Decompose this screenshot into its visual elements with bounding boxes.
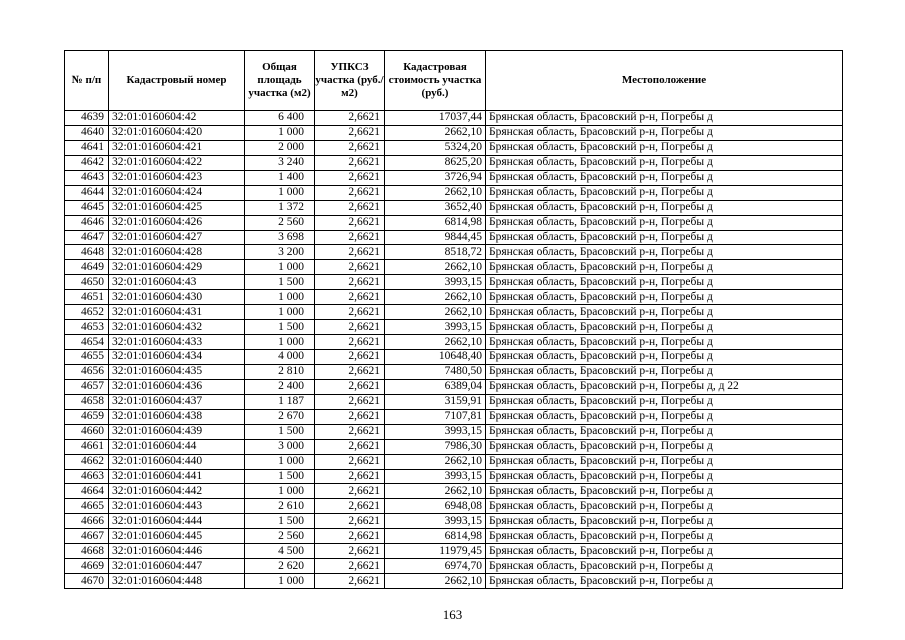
table-row [65, 335, 843, 350]
table-row [65, 200, 843, 215]
table-row [65, 350, 843, 365]
area-cell: 1 000 [245, 305, 315, 320]
location-cell: Брянская область, Брасовский р-н, Погребы д [486, 245, 843, 260]
cadastral-cost-cell: 3993,15 [385, 514, 486, 529]
area-cell: 2 560 [245, 215, 315, 230]
upksz-cell: 2,6621 [315, 125, 385, 140]
cadastral-number-cell: 32:01:0160604:433 [109, 335, 245, 350]
location-cell: Брянская область, Брасовский р-н, Погребы д [486, 320, 843, 335]
cadastral-number-cell: 32:01:0160604:434 [109, 350, 245, 365]
table-row [65, 155, 843, 170]
row-number-cell: 4642 [65, 155, 109, 170]
area-cell: 2 620 [245, 559, 315, 574]
cadastral-cost-cell: 3993,15 [385, 275, 486, 290]
row-number-cell: 4656 [65, 364, 109, 379]
area-cell: 1 000 [245, 335, 315, 350]
area-cell: 1 000 [245, 574, 315, 589]
cadastral-cost-cell: 2662,10 [385, 574, 486, 589]
table-row [65, 499, 843, 514]
row-number-cell: 4663 [65, 469, 109, 484]
location-cell: Брянская область, Брасовский р-н, Погребы д [486, 559, 843, 574]
table-row [65, 544, 843, 559]
upksz-cell: 2,6621 [315, 140, 385, 155]
location-cell: Брянская область, Брасовский р-н, Погребы д [486, 305, 843, 320]
row-number-cell: 4639 [65, 111, 109, 126]
location-cell: Брянская область, Брасовский р-н, Погребы д [486, 574, 843, 589]
area-cell: 3 200 [245, 245, 315, 260]
location-cell: Брянская область, Брасовский р-н, Погребы д [486, 230, 843, 245]
row-number-cell: 4661 [65, 439, 109, 454]
location-cell: Брянская область, Брасовский р-н, Погребы д [486, 275, 843, 290]
row-number-cell: 4669 [65, 559, 109, 574]
upksz-cell: 2,6621 [315, 245, 385, 260]
cadastral-table-sheet [64, 50, 842, 589]
row-number-cell: 4650 [65, 275, 109, 290]
table-row [65, 215, 843, 230]
row-number-cell: 4657 [65, 379, 109, 394]
table-row [65, 469, 843, 484]
upksz-cell: 2,6621 [315, 394, 385, 409]
cadastral-number-cell: 32:01:0160604:442 [109, 484, 245, 499]
cadastral-number-cell: 32:01:0160604:425 [109, 200, 245, 215]
upksz-cell: 2,6621 [315, 170, 385, 185]
area-cell: 1 500 [245, 514, 315, 529]
row-number-cell: 4666 [65, 514, 109, 529]
area-cell: 1 500 [245, 424, 315, 439]
cadastral-number-cell: 32:01:0160604:430 [109, 290, 245, 305]
row-number-cell: 4651 [65, 290, 109, 305]
row-number-cell: 4647 [65, 230, 109, 245]
upksz-cell: 2,6621 [315, 454, 385, 469]
table-row [65, 170, 843, 185]
table-row [65, 559, 843, 574]
area-cell: 1 187 [245, 394, 315, 409]
upksz-cell: 2,6621 [315, 185, 385, 200]
cadastral-number-cell: 32:01:0160604:428 [109, 245, 245, 260]
table-body [65, 111, 843, 589]
header-area: Общая площадь участка (м2) [245, 51, 315, 111]
upksz-cell: 2,6621 [315, 409, 385, 424]
cadastral-cost-cell: 7986,30 [385, 439, 486, 454]
table-row [65, 140, 843, 155]
header-upksz: УПКСЗ участка (руб./м2) [315, 51, 385, 111]
cadastral-number-cell: 32:01:0160604:436 [109, 379, 245, 394]
cadastral-number-cell: 32:01:0160604:445 [109, 529, 245, 544]
table-row [65, 185, 843, 200]
row-number-cell: 4660 [65, 424, 109, 439]
upksz-cell: 2,6621 [315, 275, 385, 290]
cadastral-number-cell: 32:01:0160604:447 [109, 559, 245, 574]
cadastral-cost-cell: 2662,10 [385, 305, 486, 320]
location-cell: Брянская область, Брасовский р-н, Погребы д [486, 424, 843, 439]
table-row [65, 574, 843, 589]
location-cell: Брянская область, Брасовский р-н, Погребы д [486, 469, 843, 484]
cadastral-cost-cell: 11979,45 [385, 544, 486, 559]
table-row [65, 260, 843, 275]
cadastral-number-cell: 32:01:0160604:437 [109, 394, 245, 409]
upksz-cell: 2,6621 [315, 574, 385, 589]
cadastral-cost-cell: 3159,91 [385, 394, 486, 409]
row-number-cell: 4667 [65, 529, 109, 544]
cadastral-number-cell: 32:01:0160604:439 [109, 424, 245, 439]
cadastral-number-cell: 32:01:0160604:422 [109, 155, 245, 170]
table-row [65, 364, 843, 379]
location-cell: Брянская область, Брасовский р-н, Погребы д [486, 140, 843, 155]
upksz-cell: 2,6621 [315, 379, 385, 394]
area-cell: 1 500 [245, 320, 315, 335]
cadastral-cost-cell: 6974,70 [385, 559, 486, 574]
cadastral-number-cell: 32:01:0160604:446 [109, 544, 245, 559]
table-row [65, 111, 843, 126]
area-cell: 4 500 [245, 544, 315, 559]
area-cell: 2 810 [245, 364, 315, 379]
location-cell: Брянская область, Брасовский р-н, Погребы д, д 22 [486, 379, 843, 394]
row-number-cell: 4645 [65, 200, 109, 215]
upksz-cell: 2,6621 [315, 469, 385, 484]
area-cell: 2 610 [245, 499, 315, 514]
cadastral-cost-cell: 2662,10 [385, 260, 486, 275]
area-cell: 4 000 [245, 350, 315, 365]
table-row [65, 320, 843, 335]
location-cell: Брянская область, Брасовский р-н, Погребы д [486, 529, 843, 544]
location-cell: Брянская область, Брасовский р-н, Погребы д [486, 350, 843, 365]
table-row [65, 230, 843, 245]
cadastral-cost-cell: 17037,44 [385, 111, 486, 126]
cadastral-cost-cell: 2662,10 [385, 125, 486, 140]
row-number-cell: 4646 [65, 215, 109, 230]
area-cell: 1 400 [245, 170, 315, 185]
area-cell: 6 400 [245, 111, 315, 126]
row-number-cell: 4649 [65, 260, 109, 275]
cadastral-cost-cell: 3726,94 [385, 170, 486, 185]
upksz-cell: 2,6621 [315, 484, 385, 499]
location-cell: Брянская область, Брасовский р-н, Погребы д [486, 290, 843, 305]
page-number: 163 [442, 607, 463, 622]
header-location: Местоположение [486, 51, 843, 111]
row-number-cell: 4641 [65, 140, 109, 155]
area-cell: 3 240 [245, 155, 315, 170]
cadastral-cost-cell: 7107,81 [385, 409, 486, 424]
table-row [65, 394, 843, 409]
cadastral-cost-cell: 6948,08 [385, 499, 486, 514]
area-cell: 1 500 [245, 469, 315, 484]
area-cell: 2 000 [245, 140, 315, 155]
area-cell: 3 698 [245, 230, 315, 245]
location-cell: Брянская область, Брасовский р-н, Погребы д [486, 439, 843, 454]
table-row [65, 275, 843, 290]
upksz-cell: 2,6621 [315, 499, 385, 514]
location-cell: Брянская область, Брасовский р-н, Погребы д [486, 170, 843, 185]
row-number-cell: 4640 [65, 125, 109, 140]
cadastral-number-cell: 32:01:0160604:44 [109, 439, 245, 454]
cadastral-number-cell: 32:01:0160604:43 [109, 275, 245, 290]
area-cell: 1 000 [245, 260, 315, 275]
table-row [65, 439, 843, 454]
upksz-cell: 2,6621 [315, 260, 385, 275]
area-cell: 3 000 [245, 439, 315, 454]
cadastral-number-cell: 32:01:0160604:427 [109, 230, 245, 245]
cadastral-cost-cell: 6814,98 [385, 215, 486, 230]
cadastral-number-cell: 32:01:0160604:444 [109, 514, 245, 529]
cadastral-cost-cell: 3993,15 [385, 424, 486, 439]
table-row [65, 514, 843, 529]
cadastral-number-cell: 32:01:0160604:448 [109, 574, 245, 589]
upksz-cell: 2,6621 [315, 305, 385, 320]
upksz-cell: 2,6621 [315, 514, 385, 529]
location-cell: Брянская область, Брасовский р-н, Погребы д [486, 185, 843, 200]
location-cell: Брянская область, Брасовский р-н, Погребы д [486, 409, 843, 424]
upksz-cell: 2,6621 [315, 439, 385, 454]
cadastral-cost-cell: 6814,98 [385, 529, 486, 544]
location-cell: Брянская область, Брасовский р-н, Погребы д [486, 484, 843, 499]
upksz-cell: 2,6621 [315, 364, 385, 379]
cadastral-number-cell: 32:01:0160604:435 [109, 364, 245, 379]
row-number-cell: 4655 [65, 350, 109, 365]
cadastral-cost-cell: 3652,40 [385, 200, 486, 215]
table-row [65, 245, 843, 260]
table-row [65, 379, 843, 394]
upksz-cell: 2,6621 [315, 155, 385, 170]
cadastral-cost-cell: 2662,10 [385, 290, 486, 305]
upksz-cell: 2,6621 [315, 544, 385, 559]
location-cell: Брянская область, Брасовский р-н, Погребы д [486, 335, 843, 350]
cadastral-number-cell: 32:01:0160604:440 [109, 454, 245, 469]
upksz-cell: 2,6621 [315, 215, 385, 230]
location-cell: Брянская область, Брасовский р-н, Погребы д [486, 514, 843, 529]
upksz-cell: 2,6621 [315, 320, 385, 335]
row-number-cell: 4665 [65, 499, 109, 514]
area-cell: 2 560 [245, 529, 315, 544]
row-number-cell: 4653 [65, 320, 109, 335]
cadastral-cost-cell: 8625,20 [385, 155, 486, 170]
upksz-cell: 2,6621 [315, 335, 385, 350]
table-header-row [65, 51, 843, 111]
area-cell: 2 670 [245, 409, 315, 424]
cadastral-cost-cell: 2662,10 [385, 454, 486, 469]
row-number-cell: 4670 [65, 574, 109, 589]
area-cell: 1 000 [245, 454, 315, 469]
row-number-cell: 4662 [65, 454, 109, 469]
cadastral-number-cell: 32:01:0160604:42 [109, 111, 245, 126]
location-cell: Брянская область, Брасовский р-н, Погребы д [486, 125, 843, 140]
cadastral-cost-cell: 5324,20 [385, 140, 486, 155]
cadastral-cost-cell: 8518,72 [385, 245, 486, 260]
cadastral-cost-cell: 2662,10 [385, 185, 486, 200]
cadastral-number-cell: 32:01:0160604:420 [109, 125, 245, 140]
location-cell: Брянская область, Брасовский р-н, Погребы д [486, 544, 843, 559]
cadastral-number-cell: 32:01:0160604:431 [109, 305, 245, 320]
cadastral-cost-cell: 10648,40 [385, 350, 486, 365]
upksz-cell: 2,6621 [315, 424, 385, 439]
upksz-cell: 2,6621 [315, 290, 385, 305]
cadastral-cost-cell: 3993,15 [385, 469, 486, 484]
row-number-cell: 4659 [65, 409, 109, 424]
location-cell: Брянская область, Брасовский р-н, Погребы д [486, 260, 843, 275]
cadastral-number-cell: 32:01:0160604:423 [109, 170, 245, 185]
cadastral-number-cell: 32:01:0160604:438 [109, 409, 245, 424]
table-row [65, 305, 843, 320]
location-cell: Брянская область, Брасовский р-н, Погребы д [486, 454, 843, 469]
cadastral-cost-cell: 6389,04 [385, 379, 486, 394]
cadastral-number-cell: 32:01:0160604:429 [109, 260, 245, 275]
row-number-cell: 4643 [65, 170, 109, 185]
table-row [65, 290, 843, 305]
row-number-cell: 4668 [65, 544, 109, 559]
table-row [65, 484, 843, 499]
header-num: № п/п [65, 51, 109, 111]
table-row [65, 529, 843, 544]
upksz-cell: 2,6621 [315, 200, 385, 215]
area-cell: 1 000 [245, 484, 315, 499]
row-number-cell: 4664 [65, 484, 109, 499]
cadastral-cost-cell: 2662,10 [385, 484, 486, 499]
location-cell: Брянская область, Брасовский р-н, Погребы д [486, 200, 843, 215]
row-number-cell: 4658 [65, 394, 109, 409]
row-number-cell: 4654 [65, 335, 109, 350]
location-cell: Брянская область, Брасовский р-н, Погребы д [486, 215, 843, 230]
upksz-cell: 2,6621 [315, 529, 385, 544]
location-cell: Брянская область, Брасовский р-н, Погребы д [486, 364, 843, 379]
cadastral-number-cell: 32:01:0160604:421 [109, 140, 245, 155]
row-number-cell: 4652 [65, 305, 109, 320]
upksz-cell: 2,6621 [315, 350, 385, 365]
cadastral-number-cell: 32:01:0160604:426 [109, 215, 245, 230]
cadastral-cost-cell: 7480,50 [385, 364, 486, 379]
area-cell: 1 500 [245, 275, 315, 290]
cadastral-number-cell: 32:01:0160604:441 [109, 469, 245, 484]
row-number-cell: 4644 [65, 185, 109, 200]
cadastral-cost-cell: 9844,45 [385, 230, 486, 245]
area-cell: 1 000 [245, 185, 315, 200]
location-cell: Брянская область, Брасовский р-н, Погребы д [486, 155, 843, 170]
header-cadastral-cost: Кадастровая стоимость участка (руб.) [385, 51, 486, 111]
area-cell: 2 400 [245, 379, 315, 394]
upksz-cell: 2,6621 [315, 559, 385, 574]
cadastral-table [64, 50, 843, 589]
upksz-cell: 2,6621 [315, 111, 385, 126]
cadastral-number-cell: 32:01:0160604:432 [109, 320, 245, 335]
table-row [65, 409, 843, 424]
table-row [65, 454, 843, 469]
table-row [65, 424, 843, 439]
row-number-cell: 4648 [65, 245, 109, 260]
location-cell: Брянская область, Брасовский р-н, Погребы д [486, 499, 843, 514]
cadastral-cost-cell: 3993,15 [385, 320, 486, 335]
table-row [65, 125, 843, 140]
header-cadastral-number: Кадастровый номер [109, 51, 245, 111]
area-cell: 1 372 [245, 200, 315, 215]
upksz-cell: 2,6621 [315, 230, 385, 245]
cadastral-number-cell: 32:01:0160604:424 [109, 185, 245, 200]
location-cell: Брянская область, Брасовский р-н, Погребы д [486, 111, 843, 126]
cadastral-number-cell: 32:01:0160604:443 [109, 499, 245, 514]
cadastral-cost-cell: 2662,10 [385, 335, 486, 350]
area-cell: 1 000 [245, 125, 315, 140]
location-cell: Брянская область, Брасовский р-н, Погребы д [486, 394, 843, 409]
area-cell: 1 000 [245, 290, 315, 305]
